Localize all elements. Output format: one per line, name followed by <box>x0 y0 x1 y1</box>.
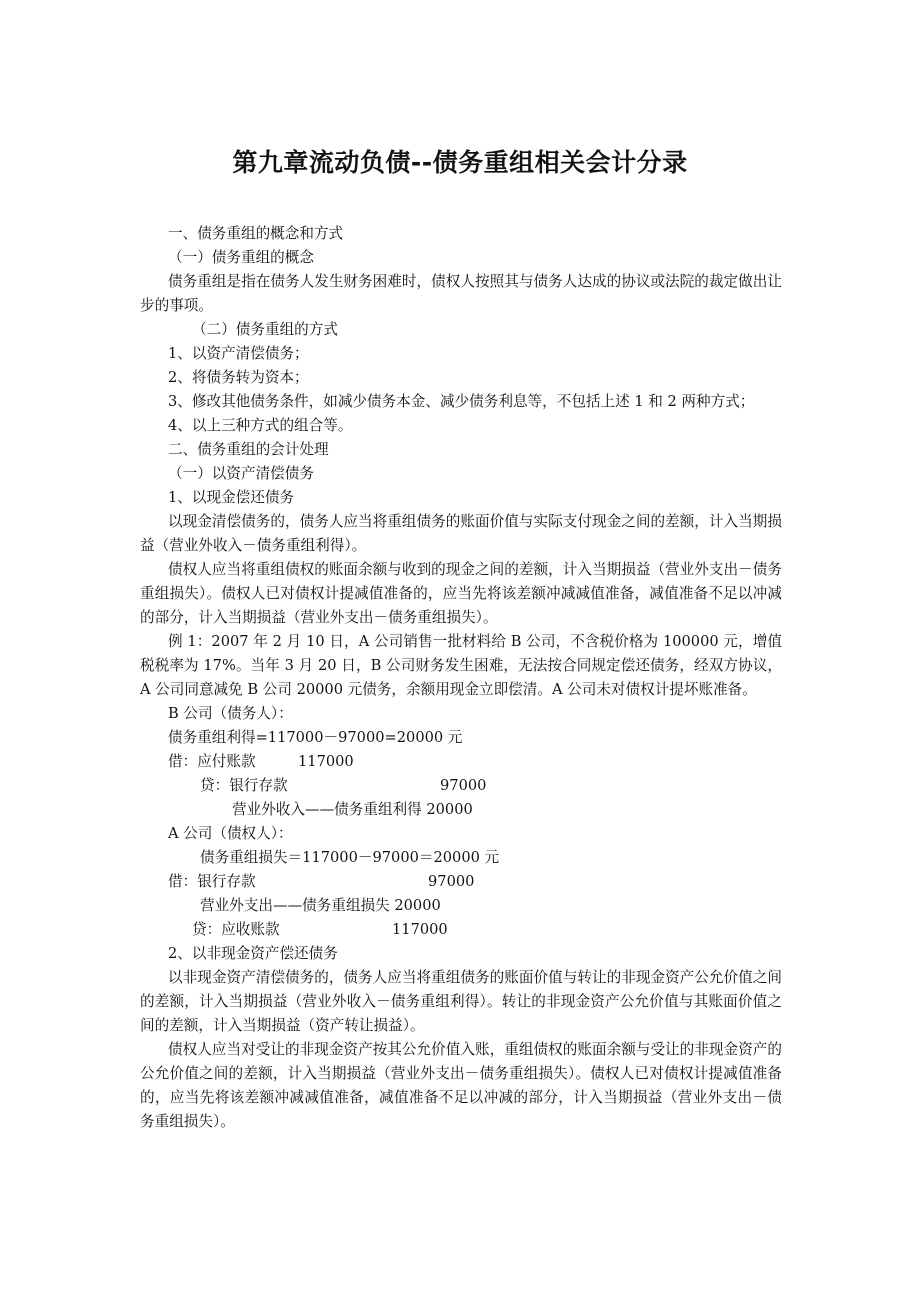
list-item: 1、以资产清偿债务； <box>168 345 309 362</box>
section-heading: 一、债务重组的概念和方式 <box>168 225 344 242</box>
journal-calculation: 债务重组利得=117000－97000=20000 元 <box>168 729 463 746</box>
journal-account: 借：应付账款 <box>168 753 256 770</box>
journal-amount: 117000 <box>298 753 354 770</box>
journal-account: 贷：应收账款 <box>192 921 280 938</box>
section-heading: 二、债务重组的会计处理 <box>168 441 329 458</box>
journal-party-heading: B 公司（债务人）： <box>168 705 293 722</box>
journal-entry-debit: 营业外支出——债务重组损失 20000 <box>200 897 441 914</box>
journal-party-heading: A 公司（债权人）： <box>168 825 293 842</box>
journal-account: 贷：银行存款 <box>200 777 288 794</box>
document-body <box>140 222 782 1134</box>
journal-entry-credit <box>140 918 782 942</box>
page-title: 第九章流动负债--债务重组相关会计分录 <box>232 148 688 177</box>
journal-calculation: 债务重组损失＝117000－97000＝20000 元 <box>200 849 500 866</box>
paragraph: 以现金清偿债务的，债务人应当将重组债务的账面价值与实际支付现金之间的差额，计入当期损益（营业外收入－债务重组利得）。 <box>140 513 782 554</box>
subsection-heading: （一）以资产清偿债务 <box>168 465 314 482</box>
journal-entry-debit <box>140 750 782 774</box>
journal-entry-credit <box>140 774 782 798</box>
subsection-heading: （二）债务重组的方式 <box>192 321 338 338</box>
subsection-heading: 1、以现金偿还债务 <box>168 489 295 506</box>
journal-amount: 97000 <box>440 777 487 794</box>
subsection-heading: 2、以非现金资产偿还债务 <box>168 945 338 962</box>
list-item: 2、将债务转为资本； <box>168 369 309 386</box>
list-item: 4、以上三种方式的组合等。 <box>168 417 353 434</box>
paragraph: 债权人应当对受让的非现金资产按其公允价值入账，重组债权的账面余额与受让的非现金资产的公允价值之间的差额，计入当期损益（营业外支出－债务重组损失）。债权人已对债权计提减值准备的，应当先将该差额冲减减值准备，减值准备不足以冲减的部分，计入当期损益（营业外支出－债务重组损失）。 <box>140 1041 782 1130</box>
journal-entry-debit <box>140 870 782 894</box>
journal-entry-credit: 营业外收入——债务重组利得 20000 <box>232 801 473 818</box>
example-paragraph: 例 1：2007 年 2 月 10 日，A 公司销售一批材料给 B 公司，不含税价格为 100000 元，增值税税率为 17%。当年 3 月 20 日，B 公司财务发生困难，无法按合同规定偿还债务，经双方协议，A 公司同意减免 B 公司 20000 元债务，余额用现金立即偿清。A 公司未对债权计提坏账准备。 <box>140 633 782 698</box>
subsection-heading: （一）债务重组的概念 <box>168 249 314 266</box>
paragraph: 债权人应当将重组债权的账面余额与收到的现金之间的差额，计入当期损益（营业外支出－债务重组损失）。债权人已对债权计提减值准备的，应当先将该差额冲减减值准备，减值准备不足以冲减的部分，计入当期损益（营业外支出－债务重组损失）。 <box>140 561 782 626</box>
paragraph: 债务重组是指在债务人发生财务困难时，债权人按照其与债务人达成的协议或法院的裁定做出让步的事项。 <box>140 273 782 314</box>
journal-amount: 97000 <box>428 873 475 890</box>
journal-account: 借：银行存款 <box>168 873 256 890</box>
paragraph: 以非现金资产清偿债务的，债务人应当将重组债务的账面价值与转让的非现金资产公允价值之间的差额，计入当期损益（营业外收入－债务重组利得）。转让的非现金资产公允价值与其账面价值之间的差额，计入当期损益（资产转让损益）。 <box>140 969 782 1034</box>
journal-amount: 117000 <box>392 921 448 938</box>
list-item: 3、修改其他债务条件，如减少债务本金、减少债务利息等，不包括上述 1 和 2 两种方式； <box>168 393 755 410</box>
